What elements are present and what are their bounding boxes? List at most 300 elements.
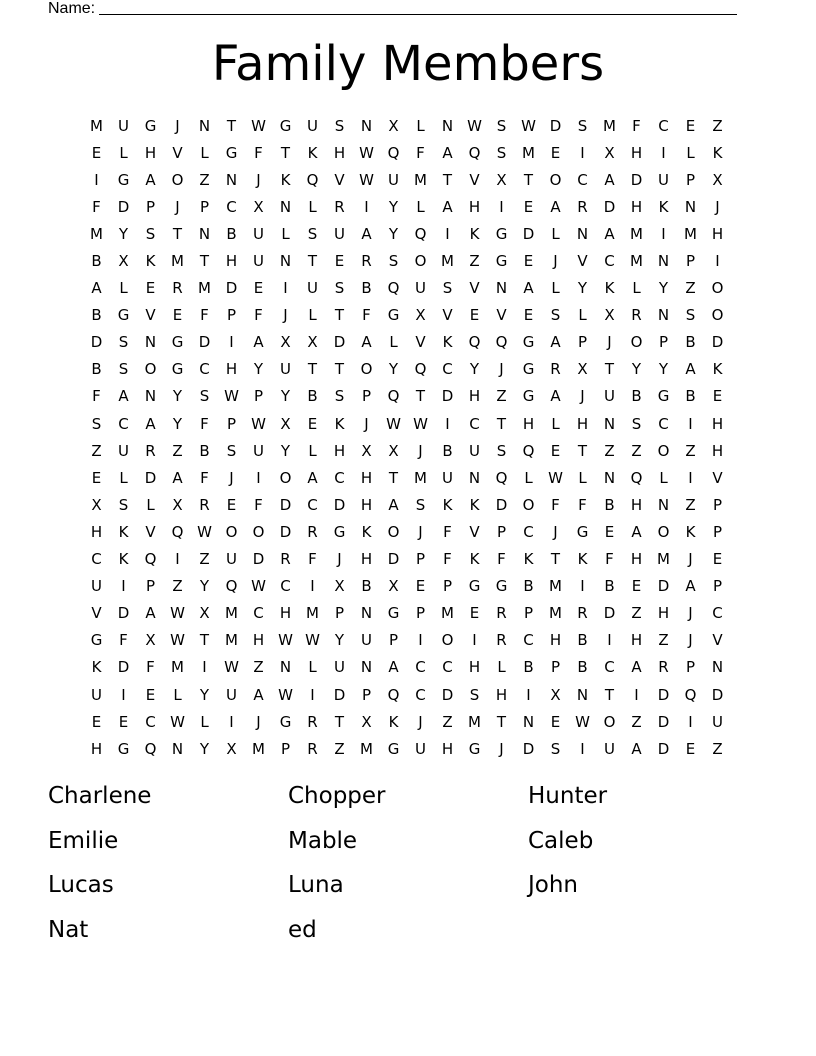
- grid-letter: W: [575, 712, 590, 731]
- grid-letter: Z: [712, 739, 723, 758]
- grid-letter: S: [226, 441, 237, 460]
- grid-letter: M: [441, 604, 454, 623]
- grid-letter: W: [521, 116, 536, 135]
- grid-letter: N: [279, 197, 292, 216]
- grid-letter: Y: [388, 360, 399, 379]
- grid-letter: T: [307, 360, 318, 379]
- grid-letter: M: [549, 577, 562, 596]
- grid-letter: B: [685, 387, 696, 406]
- grid-letter: U: [253, 252, 264, 271]
- grid-letter: X: [280, 414, 291, 433]
- grid-letter: W: [170, 604, 185, 623]
- grid-letter: X: [91, 495, 102, 514]
- grid-letter: F: [308, 550, 317, 569]
- grid-letter: A: [550, 387, 561, 406]
- grid-letter: U: [280, 360, 291, 379]
- grid-letter: R: [658, 658, 669, 677]
- grid-letter: S: [496, 143, 507, 162]
- grid-letter: I: [688, 712, 693, 731]
- grid-letter: Y: [280, 387, 291, 406]
- grid-letter: Q: [630, 468, 643, 487]
- grid-letter: H: [252, 631, 265, 650]
- grid-letter: R: [496, 604, 507, 623]
- grid-letter: Q: [684, 685, 697, 704]
- grid-letter: G: [117, 170, 130, 189]
- grid-letter: E: [712, 550, 723, 569]
- grid-letter: P: [712, 577, 723, 596]
- grid-letter: U: [604, 739, 615, 758]
- grid-letter: N: [279, 252, 292, 271]
- grid-letter: V: [415, 333, 426, 352]
- grid-letter: E: [91, 143, 102, 162]
- grid-letter: R: [631, 306, 642, 325]
- grid-letter: S: [496, 116, 507, 135]
- grid-letter: F: [254, 495, 263, 514]
- grid-letter: I: [310, 577, 315, 596]
- grid-letter: T: [604, 360, 615, 379]
- grid-letter: Q: [495, 333, 508, 352]
- grid-letter: T: [523, 170, 534, 189]
- grid-letter: E: [523, 306, 534, 325]
- grid-letter: X: [280, 333, 291, 352]
- grid-letter: D: [657, 712, 670, 731]
- grid-letter: A: [172, 468, 183, 487]
- grid-letter: G: [171, 333, 184, 352]
- grid-letter: P: [685, 252, 696, 271]
- grid-letter: A: [442, 197, 453, 216]
- grid-letter: F: [200, 414, 209, 433]
- grid-letter: E: [712, 387, 723, 406]
- grid-letter: L: [416, 197, 425, 216]
- grid-letter: R: [361, 252, 372, 271]
- grid-letter: D: [225, 279, 238, 298]
- grid-row: [83, 735, 731, 762]
- grid-letter: H: [468, 658, 481, 677]
- grid-letter: K: [145, 252, 156, 271]
- grid-row: [83, 437, 731, 464]
- grid-letter: Q: [468, 333, 481, 352]
- grid-letter: X: [604, 143, 615, 162]
- grid-letter: Q: [468, 143, 481, 162]
- word-list-item: Chopper: [288, 783, 386, 809]
- grid-letter: A: [361, 333, 372, 352]
- grid-letter: I: [418, 631, 423, 650]
- grid-letter: V: [469, 522, 480, 541]
- grid-letter: D: [603, 197, 616, 216]
- grid-letter: X: [334, 577, 345, 596]
- grid-row: [83, 302, 731, 329]
- grid-row: [83, 464, 731, 491]
- grid-letter: S: [334, 116, 345, 135]
- grid-letter: K: [280, 170, 291, 189]
- grid-letter: H: [549, 631, 562, 650]
- grid-letter: M: [657, 550, 670, 569]
- grid-letter: L: [200, 143, 209, 162]
- grid-letter: O: [630, 333, 643, 352]
- grid-letter: X: [361, 712, 372, 731]
- grid-letter: V: [334, 170, 345, 189]
- grid-letter: O: [603, 712, 616, 731]
- grid-letter: G: [387, 306, 400, 325]
- grid-letter: Q: [171, 522, 184, 541]
- grid-letter: J: [175, 197, 180, 216]
- grid-letter: N: [603, 414, 616, 433]
- grid-letter: R: [307, 522, 318, 541]
- grid-letter: Z: [712, 116, 723, 135]
- grid-letter: P: [577, 333, 588, 352]
- grid-letter: B: [604, 577, 615, 596]
- grid-letter: G: [90, 631, 103, 650]
- grid-letter: B: [577, 631, 588, 650]
- grid-letter: J: [229, 468, 234, 487]
- word-list: [48, 776, 768, 954]
- grid-letter: V: [172, 143, 183, 162]
- grid-row: [83, 356, 731, 383]
- grid-row: [83, 573, 731, 600]
- grid-letter: X: [307, 333, 318, 352]
- grid-letter: A: [550, 197, 561, 216]
- grid-letter: Z: [199, 550, 210, 569]
- grid-letter: O: [549, 170, 562, 189]
- grid-letter: C: [523, 522, 534, 541]
- grid-letter: Q: [387, 143, 400, 162]
- grid-row: [83, 247, 731, 274]
- grid-letter: I: [661, 224, 666, 243]
- grid-letter: A: [91, 279, 102, 298]
- grid-letter: N: [657, 495, 670, 514]
- grid-letter: N: [198, 224, 211, 243]
- grid-row: [83, 329, 731, 356]
- grid-letter: P: [361, 387, 372, 406]
- grid-letter: A: [550, 333, 561, 352]
- grid-letter: A: [145, 604, 156, 623]
- grid-letter: I: [445, 224, 450, 243]
- grid-letter: T: [388, 468, 399, 487]
- grid-letter: Y: [388, 224, 399, 243]
- grid-letter: G: [522, 333, 535, 352]
- grid-letter: X: [253, 197, 264, 216]
- grid-letter: L: [686, 143, 695, 162]
- grid-letter: H: [333, 441, 346, 460]
- grid-letter: R: [172, 279, 183, 298]
- grid-letter: K: [658, 197, 669, 216]
- grid-letter: G: [225, 143, 238, 162]
- grid-letter: F: [200, 306, 209, 325]
- grid-letter: S: [118, 495, 129, 514]
- grid-letter: E: [550, 712, 561, 731]
- grid-letter: M: [522, 143, 535, 162]
- grid-letter: Q: [144, 550, 157, 569]
- grid-row: [83, 166, 731, 193]
- grid-letter: W: [224, 387, 239, 406]
- grid-letter: Y: [199, 685, 210, 704]
- grid-letter: G: [522, 387, 535, 406]
- grid-letter: Q: [144, 739, 157, 758]
- grid-letter: B: [91, 360, 102, 379]
- grid-letter: A: [631, 522, 642, 541]
- grid-letter: B: [91, 306, 102, 325]
- grid-letter: A: [307, 468, 318, 487]
- grid-letter: R: [577, 604, 588, 623]
- grid-letter: A: [604, 170, 615, 189]
- grid-letter: L: [119, 143, 128, 162]
- grid-letter: U: [91, 577, 102, 596]
- grid-letter: I: [121, 577, 126, 596]
- grid-letter: H: [630, 143, 643, 162]
- grid-letter: M: [225, 604, 238, 623]
- grid-letter: W: [359, 143, 374, 162]
- grid-letter: J: [580, 387, 585, 406]
- grid-letter: M: [414, 468, 427, 487]
- grid-letter: H: [630, 197, 643, 216]
- grid-letter: W: [386, 414, 401, 433]
- grid-letter: N: [603, 468, 616, 487]
- grid-letter: Z: [631, 604, 642, 623]
- grid-letter: N: [495, 279, 508, 298]
- grid-letter: M: [171, 252, 184, 271]
- grid-letter: J: [499, 360, 504, 379]
- grid-letter: C: [253, 604, 264, 623]
- grid-letter: S: [496, 441, 507, 460]
- grid-letter: Q: [387, 685, 400, 704]
- grid-letter: Y: [253, 360, 264, 379]
- grid-letter: F: [578, 495, 587, 514]
- grid-letter: B: [523, 577, 534, 596]
- grid-letter: X: [388, 441, 399, 460]
- grid-letter: T: [550, 550, 561, 569]
- grid-letter: C: [199, 360, 210, 379]
- grid-letter: J: [283, 306, 288, 325]
- grid-letter: Q: [414, 224, 427, 243]
- grid-letter: W: [251, 116, 266, 135]
- grid-letter: L: [119, 468, 128, 487]
- grid-letter: I: [283, 279, 288, 298]
- grid-letter: P: [199, 197, 210, 216]
- grid-letter: V: [469, 170, 480, 189]
- grid-letter: D: [657, 577, 670, 596]
- grid-letter: P: [361, 685, 372, 704]
- grid-letter: P: [712, 495, 723, 514]
- grid-letter: V: [145, 522, 156, 541]
- grid-letter: I: [634, 685, 639, 704]
- grid-letter: H: [468, 197, 481, 216]
- word-list-item: Emilie: [48, 827, 119, 854]
- grid-letter: V: [91, 604, 102, 623]
- grid-letter: C: [604, 252, 615, 271]
- grid-letter: B: [577, 658, 588, 677]
- grid-letter: C: [442, 658, 453, 677]
- grid-letter: L: [524, 468, 533, 487]
- grid-letter: U: [415, 279, 426, 298]
- grid-row: [83, 275, 731, 302]
- grid-letter: I: [580, 143, 585, 162]
- grid-letter: L: [551, 279, 560, 298]
- grid-letter: G: [495, 224, 508, 243]
- grid-letter: R: [145, 441, 156, 460]
- grid-letter: Y: [658, 360, 669, 379]
- grid-row: [83, 139, 731, 166]
- grid-letter: I: [175, 550, 180, 569]
- word-list-item: Luna: [288, 872, 344, 898]
- grid-letter: M: [198, 279, 211, 298]
- grid-letter: Z: [172, 441, 183, 460]
- grid-letter: N: [576, 224, 589, 243]
- grid-letter: P: [415, 604, 426, 623]
- grid-letter: X: [361, 441, 372, 460]
- grid-letter: D: [117, 604, 130, 623]
- grid-row: [83, 193, 731, 220]
- grid-letter: T: [604, 685, 615, 704]
- word-list-item: Caleb: [528, 827, 594, 854]
- grid-letter: Z: [685, 441, 696, 460]
- grid-letter: S: [577, 116, 588, 135]
- grid-letter: U: [253, 224, 264, 243]
- name-label: Name:: [48, 0, 96, 17]
- grid-letter: S: [469, 685, 480, 704]
- grid-letter: X: [199, 604, 210, 623]
- grid-letter: X: [496, 170, 507, 189]
- grid-letter: F: [443, 550, 452, 569]
- grid-letter: Y: [172, 387, 183, 406]
- grid-letter: C: [280, 577, 291, 596]
- grid-row: [83, 627, 731, 654]
- grid-letter: T: [496, 712, 507, 731]
- grid-letter: U: [307, 116, 318, 135]
- grid-letter: J: [175, 116, 180, 135]
- grid-letter: D: [117, 658, 130, 677]
- grid-letter: O: [252, 522, 265, 541]
- grid-letter: G: [279, 712, 292, 731]
- grid-letter: G: [117, 739, 130, 758]
- grid-letter: P: [442, 577, 453, 596]
- grid-letter: U: [604, 387, 615, 406]
- grid-letter: H: [522, 414, 535, 433]
- grid-letter: B: [91, 252, 102, 271]
- grid-letter: S: [685, 306, 696, 325]
- grid-letter: K: [118, 522, 129, 541]
- grid-letter: M: [90, 116, 103, 135]
- grid-letter: M: [603, 116, 616, 135]
- grid-letter: E: [91, 712, 102, 731]
- grid-letter: Z: [631, 712, 642, 731]
- grid-letter: O: [657, 522, 670, 541]
- grid-letter: C: [712, 604, 723, 623]
- grid-letter: D: [522, 224, 535, 243]
- grid-letter: U: [658, 170, 669, 189]
- grid-row: [83, 708, 731, 735]
- grid-letter: A: [442, 143, 453, 162]
- grid-letter: F: [551, 495, 560, 514]
- grid-letter: A: [145, 170, 156, 189]
- grid-row: [83, 410, 731, 437]
- grid-letter: O: [711, 306, 724, 325]
- word-list-item: Lucas: [48, 872, 114, 898]
- grid-letter: K: [334, 414, 345, 433]
- grid-letter: L: [173, 685, 182, 704]
- grid-letter: I: [499, 197, 504, 216]
- grid-letter: G: [495, 252, 508, 271]
- grid-letter: P: [145, 577, 156, 596]
- grid-letter: E: [631, 577, 642, 596]
- grid-letter: W: [170, 712, 185, 731]
- grid-row: [83, 518, 731, 545]
- grid-letter: E: [334, 252, 345, 271]
- grid-letter: C: [658, 414, 669, 433]
- grid-letter: D: [603, 604, 616, 623]
- grid-letter: P: [712, 522, 723, 541]
- grid-letter: X: [550, 685, 561, 704]
- grid-letter: Q: [495, 468, 508, 487]
- grid-letter: J: [256, 712, 261, 731]
- grid-letter: A: [631, 658, 642, 677]
- grid-letter: W: [170, 631, 185, 650]
- grid-letter: O: [657, 441, 670, 460]
- grid-letter: H: [630, 631, 643, 650]
- grid-letter: Y: [199, 577, 210, 596]
- grid-letter: A: [253, 333, 264, 352]
- grid-letter: C: [226, 197, 237, 216]
- grid-letter: H: [576, 414, 589, 433]
- grid-letter: H: [495, 685, 508, 704]
- grid-letter: O: [441, 631, 454, 650]
- grid-letter: T: [199, 631, 210, 650]
- grid-letter: W: [224, 658, 239, 677]
- grid-letter: J: [337, 550, 342, 569]
- grid-letter: N: [279, 658, 292, 677]
- grid-letter: N: [225, 170, 238, 189]
- grid-letter: U: [388, 170, 399, 189]
- grid-letter: Z: [496, 387, 507, 406]
- grid-letter: E: [145, 685, 156, 704]
- word-list-item: Hunter: [528, 783, 608, 809]
- grid-letter: K: [118, 550, 129, 569]
- grid-letter: V: [442, 306, 453, 325]
- grid-letter: N: [522, 712, 535, 731]
- grid-letter: D: [90, 333, 103, 352]
- grid-letter: W: [197, 522, 212, 541]
- grid-letter: Z: [199, 170, 210, 189]
- grid-letter: W: [467, 116, 482, 135]
- grid-letter: O: [225, 522, 238, 541]
- grid-letter: I: [445, 414, 450, 433]
- grid-letter: A: [253, 685, 264, 704]
- grid-letter: G: [576, 522, 589, 541]
- grid-letter: E: [469, 604, 480, 623]
- grid-letter: S: [388, 252, 399, 271]
- grid-letter: S: [334, 279, 345, 298]
- grid-letter: G: [387, 739, 400, 758]
- grid-letter: O: [522, 495, 535, 514]
- grid-letter: C: [415, 658, 426, 677]
- grid-letter: S: [199, 387, 210, 406]
- grid-letter: M: [441, 252, 454, 271]
- grid-row: [83, 112, 731, 139]
- grid-letter: P: [226, 414, 237, 433]
- grid-letter: L: [308, 306, 317, 325]
- grid-letter: F: [254, 306, 263, 325]
- grid-letter: A: [118, 387, 129, 406]
- grid-letter: V: [712, 468, 723, 487]
- grid-letter: H: [630, 550, 643, 569]
- grid-letter: B: [199, 441, 210, 460]
- grid-letter: H: [711, 224, 724, 243]
- grid-row: [83, 220, 731, 247]
- grid-letter: Z: [631, 441, 642, 460]
- grid-letter: L: [632, 279, 641, 298]
- grid-letter: L: [146, 495, 155, 514]
- word-list-item: John: [528, 872, 579, 898]
- grid-letter: H: [90, 739, 103, 758]
